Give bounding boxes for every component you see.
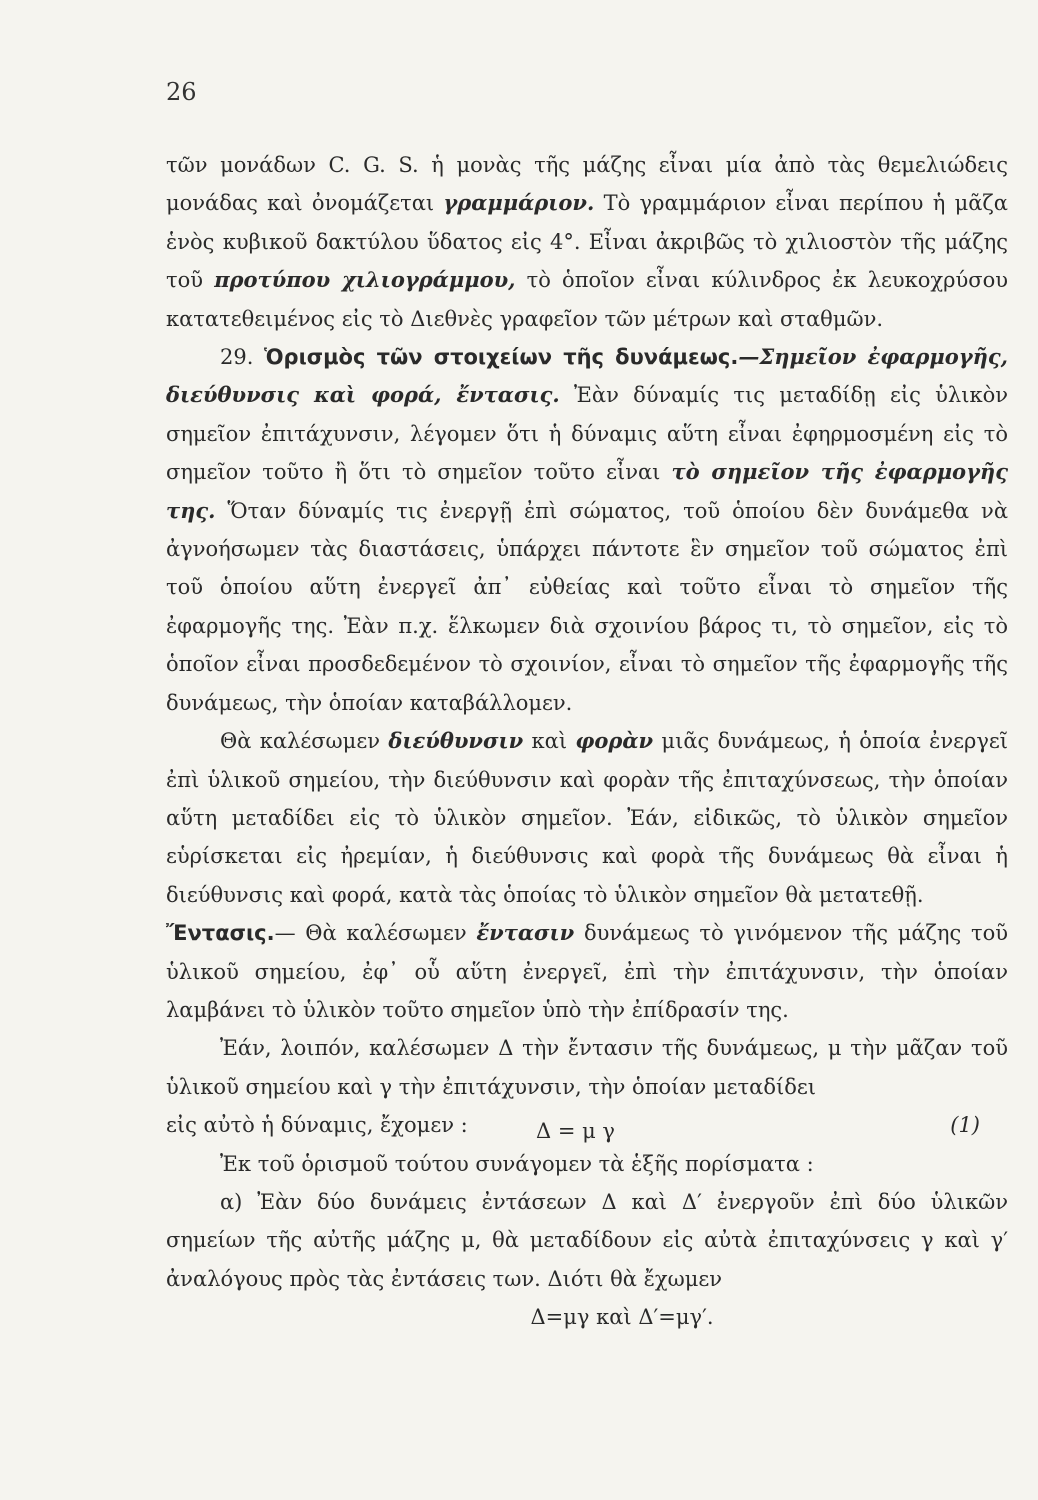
term-direction: διεύθυνσιν	[388, 728, 524, 754]
equation-number: (1)	[950, 1113, 980, 1138]
term-sense: φορὰν	[575, 728, 654, 754]
term-intensity: ἔντασιν	[476, 920, 575, 946]
section-29: 29. Ὁρισμὸς τῶν στοιχείων τῆς δυνάμεως.—Σημεῖον ἐφαρμογῆς, διεύθυνσις καὶ φορά, ἔντασις. Ἐὰν δύναμίς τις μεταδίδῃ εἰς ὑλικὸν σημεῖον ἐπιτάχυνσιν, λέγομεν ὅτι ἡ δύναμις αὕτη εἶναι ἐφηρμοσμένη εἰς τὸ σημεῖον τοῦτο ἢ ὅτι τὸ σημεῖον τοῦτο εἶναι τὸ σημεῖον τῆς ἐφαρμογῆς της. Ὅταν δύναμίς τις ἐνεργῇ ἐπὶ σώματος, τοῦ ὁποίου δὲν δυνάμεθα νὰ ἀγνοήσωμεν τὰς διαστάσεις, ὑπάρχει πάντοτε ἓν σημεῖον τοῦ σώματος ἐπὶ τοῦ ὁποίου αὕτη ἐνεργεῖ ἀπ᾽ εὐθείας καὶ τοῦτο εἶναι τὸ σημεῖον τῆς ἐφαρμογῆς της. Ἐὰν π.χ. ἕλκωμεν διὰ σχοινίου βάρος τι, τὸ σημεῖον, εἰς τὸ ὁποῖον εἶναι προσδεδεμένον τὸ σχοινίον, εἶναι τὸ σημεῖον τῆς ἐφαρμογῆς τῆς δυνάμεως, τὴν ὁποίαν καταβάλλομεν.	[166, 344, 1008, 715]
paragraph-intensity: Ἔντασις.— Θὰ καλέσωμεν ἔντασιν δυνάμεως τὸ γινόμενον τῆς μάζης τοῦ ὑλικοῦ σημείου, ἐφ᾽ οὗ αὕτη ἐνεργεῖ, ἐπὶ τὴν ἐπιτάχυνσιν, τὴν ὁποίαν λαμβάνει τὸ ὑλικὸν τοῦτο σημεῖον ὑπὸ τὴν ἐπίδρασίν της.	[166, 920, 1008, 1022]
formula-line: εἰς αὐτὸ ἡ δύναμις, ἔχομεν : Δ = μ γ (1)	[166, 1106, 1008, 1144]
section-heading: Ὁρισμὸς τῶν στοιχείων τῆς δυνάμεως.	[263, 345, 739, 370]
page-number: 26	[166, 78, 197, 106]
section-subheading: —Σημεῖον ἐφαρμογῆς, διεύθυνσις καὶ φορά, ἔντασις.	[166, 344, 1008, 408]
paragraph-formula: Ἐάν, λοιπόν, καλέσωμεν Δ τὴν ἔντασιν τῆς δυνάμεως, μ τὴν μᾶζαν τοῦ ὑλικοῦ σημείου καὶ γ τὴν ἐπιτάχυνσιν, τὴν ὁποίαν μεταδίδει	[166, 1036, 1008, 1099]
body-text	[166, 146, 1008, 1337]
corollary-a: α) Ἐὰν δύο δυνάμεις ἐντάσεων Δ καὶ Δ′ ἐνεργοῦν ἐπὶ δύο ὑλικῶν σημείων τῆς αὐτῆς μάζης μ, θὰ μεταδίδουν εἰς αὐτὰ ἐπιταχύνσεις γ καὶ γ′ ἀναλόγους πρὸς τὰς ἐντάσεις των. Διότι θὰ ἔχωμεν	[166, 1189, 1008, 1291]
equation-1: Δ = μ γ	[536, 1119, 615, 1144]
term-point-of-application: τὸ σημεῖον τῆς ἐφαρμογῆς της.	[166, 459, 1008, 523]
paragraph-corollaries: Ἐκ τοῦ ὁρισμοῦ τούτου συνάγομεν τὰ ἑξῆς πορίσματα :	[220, 1151, 814, 1176]
paragraph-direction: Θὰ καλέσωμεν διεύθυνσιν καὶ φορὰν μιᾶς δυνάμεως, ἡ ὁποία ἐνεργεῖ ἐπὶ ὑλικοῦ σημείου, τὴν διεύθυνσιν καὶ φορὰν τῆς ἐπιταχύνσεως, τὴν ὁποίαν αὕτη μεταδίδει εἰς τὸ ὑλικὸν σημεῖον. Ἐάν, εἰδικῶς, τὸ ὑλικὸν σημεῖον εὑρίσκεται εἰς ἠρεμίαν, ἡ διεύθυνσις καὶ φορὰ τῆς δυνάμεως θὰ εἶναι ἡ διεύθυνσις καὶ φορά, κατὰ τὰς ὁποίας τὸ ὑλικὸν σημεῖον θὰ μετατεθῇ.	[166, 728, 1009, 907]
term-gram: γραμμάριον.	[443, 190, 595, 216]
paragraph-gram-definition: τῶν μονάδων C. G. S. ἡ μονὰς τῆς μάζης εἶναι μία ἀπὸ τὰς θεμελιώδεις μονάδας καὶ ὀνομάζεται γραμμάριον. Τὸ γραμμάριον εἶναι περίπου ἡ μᾶζα ἑνὸς κυβικοῦ δακτύλου ὕδατος εἰς 4°. Εἶναι ἀκριβῶς τὸ χιλιοστὸν τῆς μάζης τοῦ προτύπου χιλιογράμμου, τὸ ὁποῖον εἶναι κύλινδρος ἐκ λευκοχρύσου κατατεθειμένος εἰς τὸ Διεθνὲς γραφεῖον τῶν μέτρων καὶ σταθμῶν.	[166, 153, 1008, 331]
intensity-heading: Ἔντασις.	[166, 921, 275, 946]
term-prototype-kilogram: προτύπου χιλιογράμμου,	[214, 267, 516, 293]
section-number: 29.	[220, 345, 254, 370]
final-equation: Δ=μγ καὶ Δ′=μγ′.	[530, 1305, 714, 1330]
